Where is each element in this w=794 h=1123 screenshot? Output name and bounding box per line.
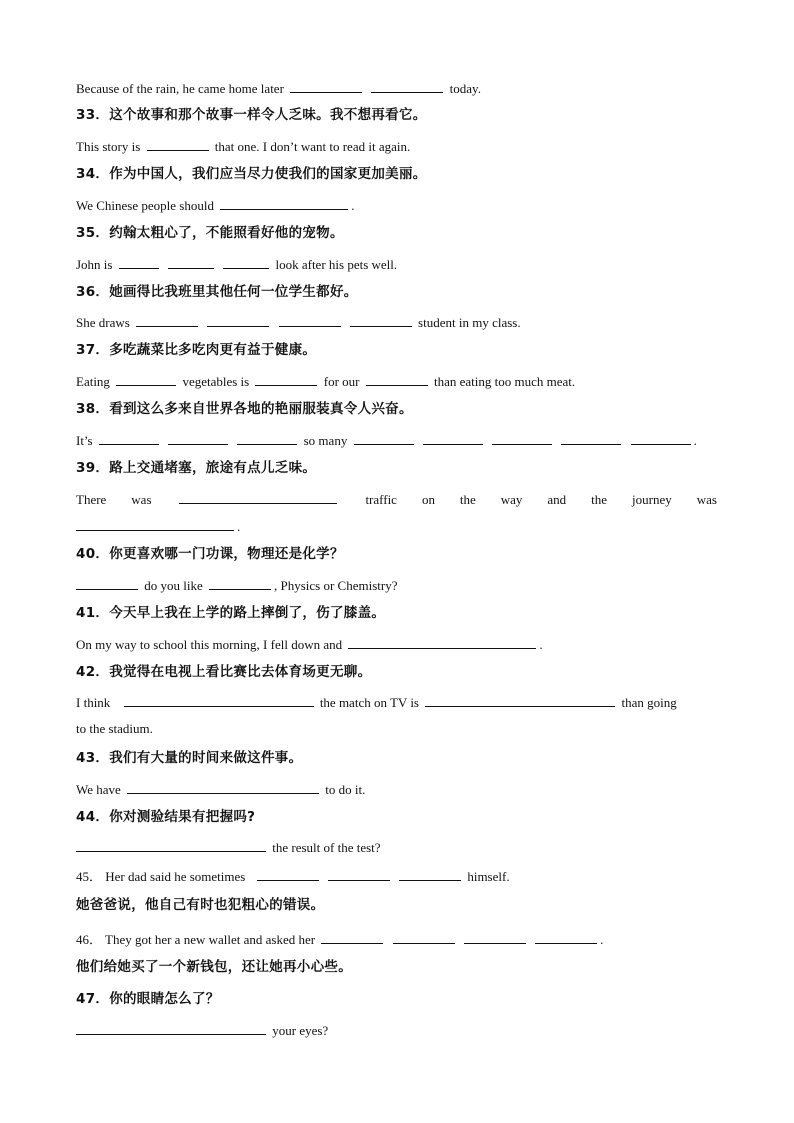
q38-text-a: It’s: [76, 433, 93, 448]
q39-blank-2[interactable]: [76, 516, 234, 531]
q36-number: 36．: [76, 284, 110, 300]
q32-blank-1[interactable]: [290, 78, 362, 93]
q36-text-b: student in my class.: [418, 315, 521, 330]
q41-number: 41．: [76, 605, 110, 621]
q39-sentence: [76, 489, 717, 508]
q43-blank-1[interactable]: [127, 779, 319, 794]
q36-chinese-text: 她画得比我班里其他任何一位学生都好。: [109, 284, 358, 300]
q46-sentence: [76, 929, 603, 949]
q39-word-was-2: was: [696, 492, 717, 507]
q43-text-b: to do it.: [325, 782, 366, 797]
q40-text-a: do you like: [144, 578, 203, 593]
q38-blank-1[interactable]: [99, 430, 159, 445]
q33-text-b: that one. I don’t want to read it again.: [214, 139, 411, 154]
q44-chinese: [76, 808, 255, 826]
q35-text-a: John is: [76, 257, 113, 272]
q37-blank-1[interactable]: [116, 371, 176, 386]
q39-word-the: the: [459, 492, 476, 507]
q38-blank-5[interactable]: [423, 430, 483, 445]
q42-sentence: [76, 692, 677, 712]
q39-word-there: There: [76, 492, 107, 507]
q36-blank-1[interactable]: [136, 312, 198, 327]
q44-sentence: [76, 837, 381, 857]
q46-blank-1[interactable]: [321, 929, 383, 944]
q45-text-a: 45． Her dad said he sometimes: [76, 869, 246, 884]
q38-blank-2[interactable]: [168, 430, 228, 445]
q43-chinese-text: 我们有大量的时间来做这件事。: [109, 750, 303, 766]
q33-sentence: [76, 136, 410, 156]
q42-text-a: I think: [76, 695, 111, 710]
q41-text-a: On my way to school this morning, I fell down and: [76, 637, 343, 652]
q41-sentence: [76, 634, 543, 654]
q45-blank-3[interactable]: [399, 866, 461, 881]
q37-chinese-text: 多吃蔬菜比多吃肉更有益于健康。: [109, 342, 317, 358]
q47-number: 47．: [76, 991, 110, 1007]
q46-period: .: [600, 932, 604, 947]
q36-blank-2[interactable]: [207, 312, 269, 327]
q38-chinese-text: 看到这么多来自世界各地的艳丽服装真令人兴奋。: [109, 401, 413, 417]
q44-chinese-text: 你对测验结果有把握吗?: [109, 809, 256, 825]
q39-period: .: [237, 519, 241, 534]
q37-text-c: for our: [323, 374, 360, 389]
q35-blank-1[interactable]: [119, 254, 159, 269]
q37-blank-2[interactable]: [255, 371, 317, 386]
q38-text-b: so many: [303, 433, 348, 448]
q35-text-b: look after his pets well.: [275, 257, 398, 272]
q39-word-traffic: traffic: [365, 492, 397, 507]
q38-blank-6[interactable]: [492, 430, 552, 445]
q47-text-a: your eyes?: [272, 1023, 329, 1038]
q33-text-a: This story is: [76, 139, 141, 154]
q38-blank-3[interactable]: [237, 430, 297, 445]
q37-sentence: [76, 371, 575, 391]
q40-blank-1[interactable]: [76, 575, 138, 590]
q38-chinese: [76, 400, 413, 418]
q45-chinese-text: 她爸爸说，他自己有时也犯粗心的错误。: [76, 897, 325, 913]
q44-number: 44．: [76, 809, 110, 825]
q45-blank-2[interactable]: [328, 866, 390, 881]
q35-blank-3[interactable]: [223, 254, 269, 269]
q34-blank-1[interactable]: [220, 195, 348, 210]
q43-chinese: [76, 749, 302, 767]
q34-text-b: .: [351, 198, 355, 213]
q37-chinese: [76, 341, 316, 359]
q41-chinese: [76, 604, 385, 622]
q35-chinese: [76, 224, 344, 242]
q45-sentence: [76, 866, 510, 886]
q35-blank-2[interactable]: [168, 254, 214, 269]
q36-blank-4[interactable]: [350, 312, 412, 327]
q42-text-b: the match on TV is: [319, 695, 419, 710]
q38-blank-8[interactable]: [631, 430, 691, 445]
q46-chinese: [76, 958, 352, 976]
q42-number: 42．: [76, 664, 110, 680]
q42-sentence-cont: [76, 720, 153, 738]
q35-sentence: [76, 254, 397, 274]
q47-blank-1[interactable]: [76, 1020, 266, 1035]
q43-sentence: [76, 779, 365, 799]
q35-number: 35．: [76, 225, 110, 241]
q34-chinese-text: 作为中国人，我们应当尽力使我们的国家更加美丽。: [109, 166, 427, 182]
q46-blank-2[interactable]: [393, 929, 455, 944]
q40-number: 40．: [76, 546, 110, 562]
q41-text-b: .: [539, 637, 543, 652]
q45-chinese: [76, 896, 324, 914]
q33-chinese: [76, 106, 427, 124]
q33-blank-1[interactable]: [147, 136, 209, 151]
q36-sentence: [76, 312, 521, 332]
q42-text-d: to the stadium.: [76, 721, 153, 736]
q47-chinese: [76, 990, 220, 1008]
q39-chinese-text: 路上交通堵塞，旅途有点儿乏味。: [109, 460, 317, 476]
q46-blank-3[interactable]: [464, 929, 526, 944]
q39-word-was: was: [131, 492, 152, 507]
q39-word-the-2: the: [591, 492, 608, 507]
q45-blank-1[interactable]: [257, 866, 319, 881]
q32-sentence: [76, 78, 481, 98]
q41-blank-1[interactable]: [348, 634, 536, 649]
q34-chinese: [76, 165, 427, 183]
q42-blank-2[interactable]: [425, 692, 615, 707]
q37-blank-3[interactable]: [366, 371, 428, 386]
q43-text-a: We have: [76, 782, 121, 797]
q40-text-b: , Physics or Chemistry?: [274, 578, 398, 593]
q39-word-on: on: [421, 492, 435, 507]
q42-text-c: than going: [621, 695, 677, 710]
q40-chinese-text: 你更喜欢哪一门功课，物理还是化学？: [109, 546, 344, 562]
q32-blank-2[interactable]: [371, 78, 443, 93]
q42-blank-1[interactable]: [124, 692, 314, 707]
q33-number: 33．: [76, 107, 110, 123]
q38-blank-7[interactable]: [561, 430, 621, 445]
q40-sentence: [76, 575, 398, 595]
q36-text-a: She draws: [76, 315, 130, 330]
q34-sentence: [76, 195, 354, 215]
q39-word-and: and: [547, 492, 567, 507]
q46-chinese-text: 他们给她买了一个新钱包，还让她再小心些。: [76, 959, 352, 975]
q44-blank-1[interactable]: [76, 837, 266, 852]
q47-sentence: [76, 1020, 328, 1040]
q38-number: 38．: [76, 401, 110, 417]
q36-chinese: [76, 283, 358, 301]
q39-sentence-cont: [76, 516, 240, 536]
q40-blank-2[interactable]: [209, 575, 271, 590]
q46-blank-4[interactable]: [535, 929, 597, 944]
q37-number: 37．: [76, 342, 110, 358]
q38-sentence: [76, 430, 697, 450]
q38-text-c: .: [693, 433, 697, 448]
q39-word-way: way: [500, 492, 523, 507]
q37-text-a: Eating: [76, 374, 110, 389]
q37-text-b: vegetables is: [182, 374, 250, 389]
q47-chinese-text: 你的眼睛怎么了？: [109, 991, 220, 1007]
q38-blank-4[interactable]: [354, 430, 414, 445]
q34-text-a: We Chinese people should: [76, 198, 214, 213]
q44-text-a: the result of the test?: [272, 840, 381, 855]
q33-chinese-text: 这个故事和那个故事一样令人乏味。我不想再看它。: [109, 107, 427, 123]
q40-chinese: [76, 545, 344, 563]
q39-number: 39．: [76, 460, 110, 476]
q43-number: 43．: [76, 750, 110, 766]
q39-blank-1[interactable]: [179, 489, 337, 504]
q32-text-b: today.: [449, 81, 481, 96]
q46-text-a: 46． They got her a new wallet and asked her: [76, 932, 316, 947]
q39-chinese: [76, 459, 316, 477]
q32-text-a: Because of the rain, he came home later: [76, 81, 284, 96]
q35-chinese-text: 约翰太粗心了，不能照看好他的宠物。: [109, 225, 344, 241]
q42-chinese: [76, 663, 371, 681]
q39-word-journey: journey: [632, 492, 672, 507]
q36-blank-3[interactable]: [279, 312, 341, 327]
q42-chinese-text: 我觉得在电视上看比赛比去体育场更无聊。: [109, 664, 372, 680]
q34-number: 34．: [76, 166, 110, 182]
q41-chinese-text: 今天早上我在上学的路上摔倒了，伤了膝盖。: [109, 605, 386, 621]
q37-text-d: than eating too much meat.: [433, 374, 576, 389]
q45-text-b: himself.: [467, 869, 510, 884]
